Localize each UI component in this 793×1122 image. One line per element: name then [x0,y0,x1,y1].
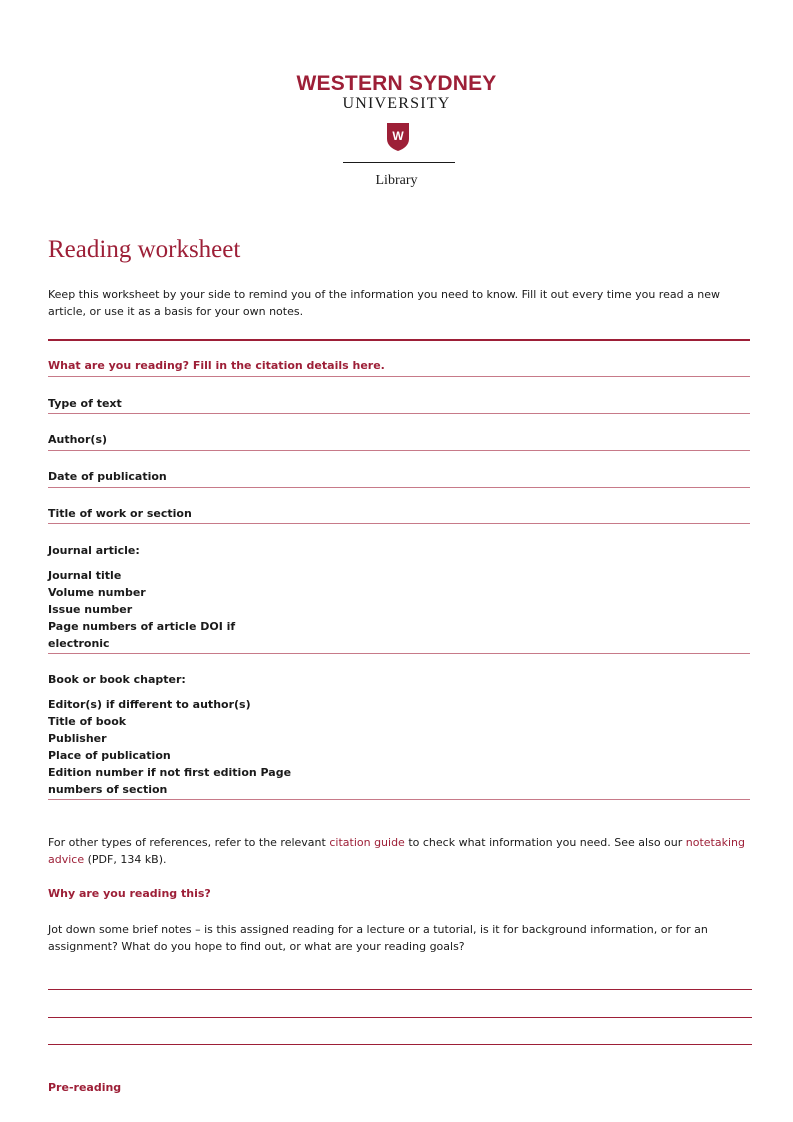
journal-fields [48,567,235,652]
references-text-2: to check what information you need. See also our [404,836,686,849]
page-title: Reading worksheet [48,236,241,263]
field-type-of-text: Type of text [48,397,122,410]
field-type-of-text-line[interactable] [48,413,750,414]
field-authors-line[interactable] [48,450,750,451]
publisher-label: Publisher [48,732,107,745]
logo-library-label: Library [375,173,418,188]
notetaking-advice-link[interactable]: notetaking advice [48,836,745,866]
field-date-line[interactable] [48,487,750,488]
pre-reading-heading: Pre-reading [48,1081,122,1094]
logo-wordmark-line2: UNIVERSITY [342,95,451,112]
logo-wordmark-line1: WESTERN SYDNEY [296,72,497,95]
notes-line-2[interactable] [48,1017,752,1018]
citation-guide-link[interactable]: citation guide [329,836,405,849]
logo-divider [343,162,455,163]
notes-line-1[interactable] [48,989,752,990]
volume-number-label: Volume number [48,586,146,599]
journal-heading: Journal article: [48,544,140,557]
title-of-book-label: Title of book [48,715,127,728]
section-pages-label: numbers of section [48,783,168,796]
book-fields [48,696,291,798]
citation-heading-rule [48,376,750,377]
section-divider [48,339,750,341]
field-title-of-work-line[interactable] [48,523,750,524]
references-text-3: (PDF, 134 kB). [84,853,167,866]
editors-label: Editor(s) if different to author(s) [48,698,251,711]
book-fields-line[interactable] [48,799,750,800]
references-text-1: For other types of references, refer to the relevant [48,836,330,849]
page-numbers-label: Page numbers of article DOI if [48,620,236,633]
field-title-of-work: Title of work or section [48,507,192,520]
why-paragraph: Jot down some brief notes – is this assigned reading for a lecture or a tutorial, is it for background information, or for an assignment? What do you hope to find out, or what are your reading goals? [48,923,708,953]
references-paragraph [48,834,748,868]
why-heading: Why are you reading this? [48,887,211,900]
journal-fields-line[interactable] [48,653,750,654]
book-heading: Book or book chapter: [48,673,186,686]
citation-heading: What are you reading? Fill in the citation details here. [48,359,385,372]
edition-number-label: Edition number if not first edition Page [48,766,292,779]
field-date: Date of publication [48,470,167,483]
shield-letter: W [392,129,404,143]
place-of-publication-label: Place of publication [48,749,171,762]
journal-title-label: Journal title [48,569,122,582]
shield-icon [386,122,410,152]
page-numbers-label-cont: electronic [48,637,110,650]
issue-number-label: Issue number [48,603,133,616]
notes-line-3[interactable] [48,1044,752,1045]
field-authors: Author(s) [48,433,108,446]
intro-text: Keep this worksheet by your side to remind you of the information you need to know. Fill it out every time you read a new article, or use it as a basis for your own notes. [48,288,721,318]
